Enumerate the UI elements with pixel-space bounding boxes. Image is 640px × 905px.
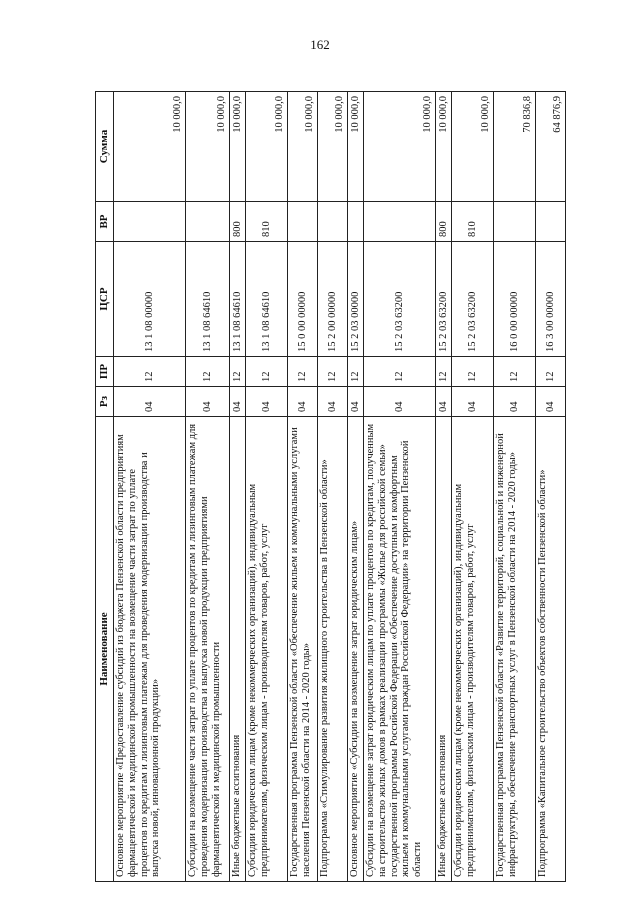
- row-csr: 13 1 08 00000: [114, 242, 186, 357]
- header-pr: ПР: [96, 357, 114, 387]
- row-pr: 12: [348, 357, 364, 387]
- row-rz: 04: [318, 387, 348, 417]
- row-name: Субсидии на возмещение затрат юридическим лицам по уплате процентов по кредитам, полученным на строительство жилых домов в рамках реализации программы «Жилье для российской семьи» государственной программы Российской Федерации «Обеспечение доступным и комфортным жильем и коммунальными услугами граждан Российской Федерации» на территории Пензенской области: [364, 417, 436, 882]
- row-rz: 04: [536, 387, 566, 417]
- row-pr: 12: [230, 357, 246, 387]
- table-row: [288, 92, 318, 882]
- row-name: Основное мероприятие «Субсидии на возмещение затрат юридическим лицам»: [348, 417, 364, 882]
- row-vr: [318, 202, 348, 242]
- row-vr: [536, 202, 566, 242]
- page-number: 162: [310, 37, 330, 52]
- row-vr: 810: [452, 202, 494, 242]
- row-name: Субсидии на возмещение части затрат по уплате процентов по кредитам и лизинговым платежам для проведения модернизации производства и выпуска новой продукции предприятиями фармацевтической и медицинской промышленности: [186, 417, 230, 882]
- header-name: Наименование: [96, 417, 114, 882]
- row-csr: 13 1 08 64610: [230, 242, 246, 357]
- row-sum: 10 000,0: [348, 92, 364, 202]
- row-sum: 10 000,0: [288, 92, 318, 202]
- row-vr: [364, 202, 436, 242]
- row-pr: 12: [246, 357, 288, 387]
- row-pr: 12: [494, 357, 536, 387]
- row-rz: 04: [494, 387, 536, 417]
- row-pr: 12: [452, 357, 494, 387]
- table-header-row: [96, 92, 114, 882]
- table-row: [230, 92, 246, 882]
- header-sum: Сумма: [96, 92, 114, 202]
- row-pr: 12: [364, 357, 436, 387]
- row-rz: 04: [114, 387, 186, 417]
- row-name: Иные бюджетные ассигнования: [436, 417, 452, 882]
- row-sum: 10 000,0: [114, 92, 186, 202]
- table-row: [452, 92, 494, 882]
- row-pr: 12: [114, 357, 186, 387]
- row-vr: [348, 202, 364, 242]
- row-vr: [186, 202, 230, 242]
- row-rz: 04: [436, 387, 452, 417]
- row-pr: 12: [318, 357, 348, 387]
- row-sum: 10 000,0: [436, 92, 452, 202]
- table-row: [318, 92, 348, 882]
- row-sum: 10 000,0: [318, 92, 348, 202]
- row-csr: 15 2 03 63200: [364, 242, 436, 357]
- table-row: [114, 92, 186, 882]
- row-vr: [494, 202, 536, 242]
- row-csr: 16 0 00 00000: [494, 242, 536, 357]
- row-rz: 04: [348, 387, 364, 417]
- row-vr: [114, 202, 186, 242]
- row-vr: [288, 202, 318, 242]
- table-row: [536, 92, 566, 882]
- row-vr: 800: [436, 202, 452, 242]
- table-row: [436, 92, 452, 882]
- row-rz: 04: [288, 387, 318, 417]
- budget-table: [95, 91, 566, 882]
- row-pr: 12: [288, 357, 318, 387]
- row-sum: 10 000,0: [452, 92, 494, 202]
- row-name: Подпрограмма «Стимулирование развития жилищного строительства в Пензенской области»: [318, 417, 348, 882]
- row-rz: 04: [364, 387, 436, 417]
- row-rz: 04: [186, 387, 230, 417]
- header-csr: ЦСР: [96, 242, 114, 357]
- table-row: [494, 92, 536, 882]
- row-name: Иные бюджетные ассигнования: [230, 417, 246, 882]
- row-csr: 15 2 00 00000: [318, 242, 348, 357]
- table-row: [364, 92, 436, 882]
- row-csr: 15 2 03 63200: [452, 242, 494, 357]
- row-csr: 15 2 03 00000: [348, 242, 364, 357]
- row-sum: 10 000,0: [230, 92, 246, 202]
- row-name: Субсидии юридическим лицам (кроме некоммерческих организаций), индивидуальным предпринимателям, физическим лицам - производителям товаров, работ, услуг: [246, 417, 288, 882]
- table-row: [246, 92, 288, 882]
- row-csr: 15 2 03 63200: [436, 242, 452, 357]
- row-csr: 13 1 08 64610: [246, 242, 288, 357]
- row-name: Государственная программа Пензенской области «Развитие территорий, социальной и инженерной инфраструктуры, обеспечение транспортных услуг в Пензенской области на 2014 - 2020 годы»: [494, 417, 536, 882]
- row-pr: 12: [186, 357, 230, 387]
- row-vr: 800: [230, 202, 246, 242]
- row-sum: 10 000,0: [186, 92, 230, 202]
- row-rz: 04: [246, 387, 288, 417]
- row-sum: 10 000,0: [364, 92, 436, 202]
- header-rz: Рз: [96, 387, 114, 417]
- rotated-table-container: [95, 92, 563, 882]
- row-csr: 13 1 08 64610: [186, 242, 230, 357]
- row-pr: 12: [436, 357, 452, 387]
- row-sum: 70 836,8: [494, 92, 536, 202]
- row-sum: 64 876,9: [536, 92, 566, 202]
- row-name: Подпрограмма «Капитальное строительство объектов собственности Пензенской области»: [536, 417, 566, 882]
- row-csr: 15 0 00 00000: [288, 242, 318, 357]
- row-name: Субсидии юридическим лицам (кроме некоммерческих организаций), индивидуальным предпринимателям, физическим лицам - производителям товаров, работ, услуг: [452, 417, 494, 882]
- row-name: Государственная программа Пензенской области «Обеспечение жильем и коммунальными услугами населения Пензенской области на 2014 - 2020 годы»: [288, 417, 318, 882]
- row-csr: 16 3 00 00000: [536, 242, 566, 357]
- table-row: [186, 92, 230, 882]
- row-sum: 10 000,0: [246, 92, 288, 202]
- row-vr: 810: [246, 202, 288, 242]
- row-rz: 04: [230, 387, 246, 417]
- header-vr: ВР: [96, 202, 114, 242]
- table-row: [348, 92, 364, 882]
- row-rz: 04: [452, 387, 494, 417]
- row-name: Основное мероприятие «Предоставление субсидий из бюджета Пензенской области предприятиям фармацевтической и медицинской промышленности на возмещение части затрат по уплате процентов по кредитам и лизинговым платежам для проведения модернизации производства и выпуска новой, инновационной продукции»: [114, 417, 186, 882]
- row-pr: 12: [536, 357, 566, 387]
